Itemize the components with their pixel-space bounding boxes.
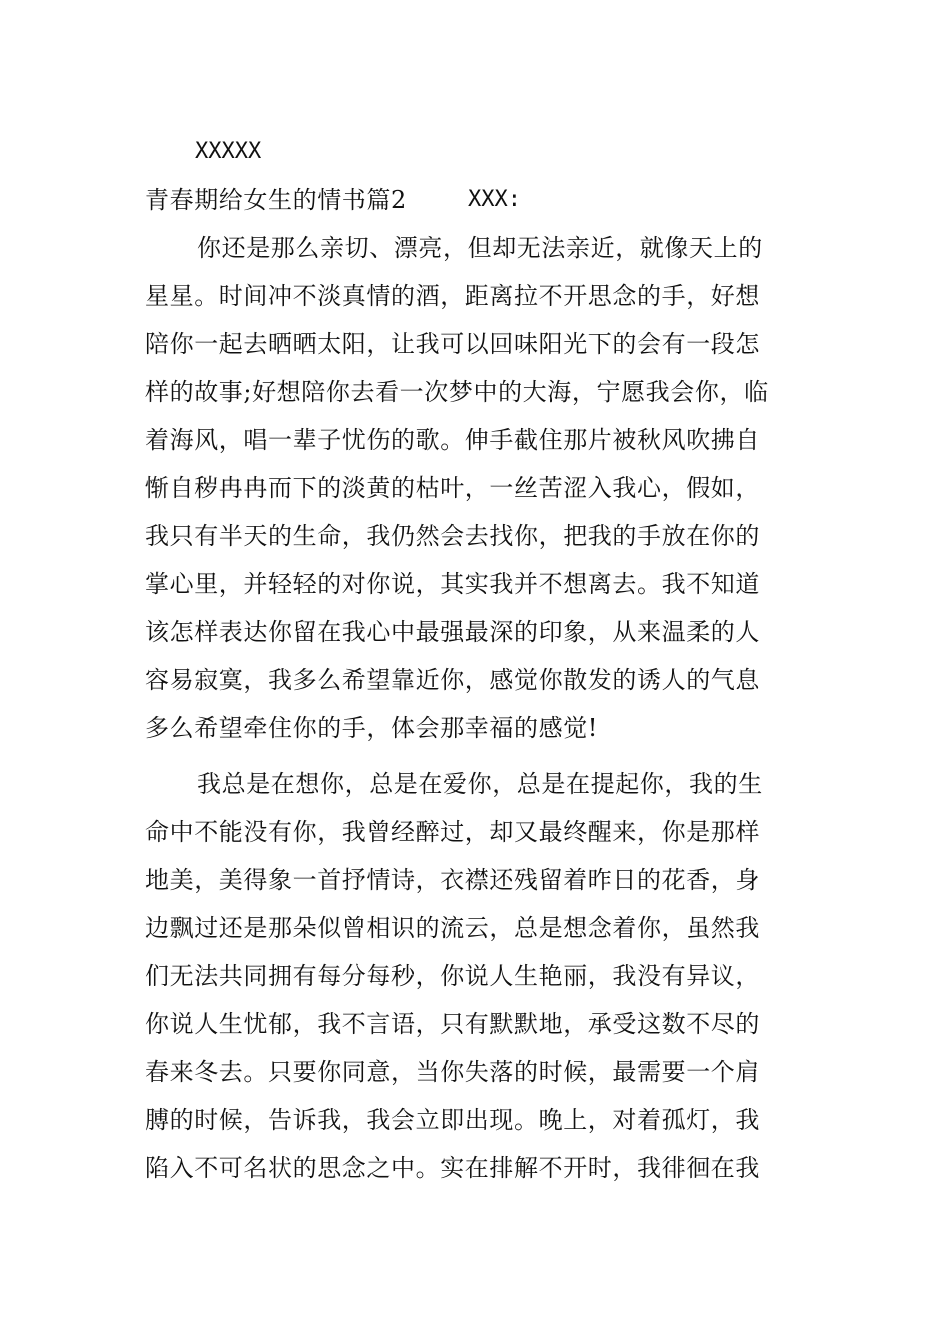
paragraph-line: 掌心里，并轻轻的对你说，其实我并不想离去。我不知道 xyxy=(145,570,760,598)
paragraph-line: 该怎样表达你留在我心中最强最深的印象，从来温柔的人 xyxy=(145,618,760,646)
paragraph-line: 们无法共同拥有每分每秒，你说人生艳丽，我没有异议， xyxy=(145,962,760,990)
paragraph-line: 陪你一起去晒晒太阳，让我可以回味阳光下的会有一段怎 xyxy=(145,330,760,358)
paragraph-line: 陷入不可名状的思念之中。实在排解不开时，我徘徊在我 xyxy=(145,1154,760,1182)
paragraph-line: 我只有半天的生命，我仍然会去找你，把我的手放在你的 xyxy=(145,522,760,550)
paragraph-line: 样的故事;好想陪你去看一次梦中的大海，宁愿我会你，临 xyxy=(145,378,769,406)
paragraph-line: 边飘过还是那朵似曾相识的流云，总是想念着你，虽然我 xyxy=(145,914,760,942)
paragraph-line: 着海风，唱一辈子忧伤的歌。伸手截住那片被秋风吹拂自 xyxy=(145,426,760,454)
signature: XXXXX xyxy=(195,139,262,164)
paragraph-line: 你还是那么亲切、漂亮，但却无法亲近，就像天上的 xyxy=(197,234,763,262)
paragraph-line: 命中不能没有你，我曾经醉过，却又最终醒来，你是那样 xyxy=(145,818,760,846)
paragraph-line: 容易寂寞，我多么希望靠近你，感觉你散发的诱人的气息 xyxy=(145,666,760,694)
paragraph-line: 星星。时间冲不淡真情的酒，距离拉不开思念的手，好想 xyxy=(145,282,760,310)
paragraph-line: 你说人生忧郁，我不言语，只有默默地，承受这数不尽的 xyxy=(145,1010,760,1038)
paragraph-line: 多么希望牵住你的手，体会那幸福的感觉! xyxy=(145,714,599,742)
paragraph-line: 地美，美得象一首抒情诗，衣襟还残留着昨日的花香，身 xyxy=(145,866,760,894)
letter-heading: 青春期给女生的情书篇2 xyxy=(145,186,407,214)
paragraph-line: 我总是在想你，总是在爱你，总是在提起你，我的生 xyxy=(197,770,763,798)
salutation: XXX: xyxy=(468,187,521,212)
paragraph-line: 惭自秽冉冉而下的淡黄的枯叶，一丝苦涩入我心，假如， xyxy=(145,474,760,502)
paragraph-line: 膊的时候，告诉我，我会立即出现。晚上，对着孤灯，我 xyxy=(145,1106,760,1134)
paragraph-line: 春来冬去。只要你同意，当你失落的时候，最需要一个肩 xyxy=(145,1058,760,1086)
